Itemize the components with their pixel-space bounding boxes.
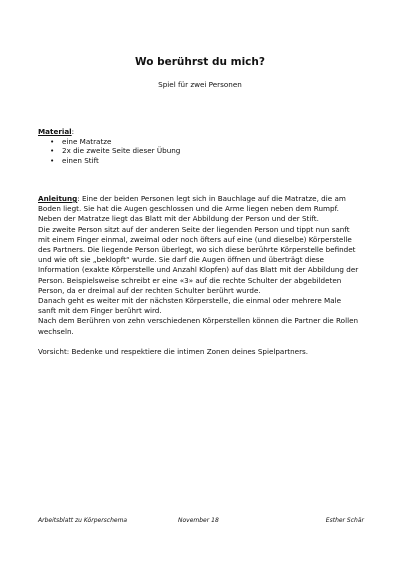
footer-author: Esther Schär: [325, 517, 364, 524]
material-item: • 2x die zweite Seite dieser Übung: [38, 146, 368, 156]
instructions-section: [38, 194, 360, 357]
material-heading: Material:: [38, 127, 75, 136]
instructions-intro: [38, 194, 360, 225]
material-item: • eine Matratze: [38, 137, 368, 147]
footer-date: November 18: [178, 517, 219, 524]
material-label: Material: [38, 127, 72, 136]
material-item: • einen Stift: [38, 156, 368, 166]
page-title: Wo berührst du mich?: [135, 56, 265, 68]
footer-worksheet-title: Arbeitsblatt zu Körperschema: [38, 517, 128, 524]
instructions-label: Anleitung: [38, 194, 78, 203]
material-list: [38, 137, 368, 166]
instructions-paragraph: Danach geht es weiter mit der nächsten Körperstelle, die einmal oder mehrere Male sanft mit dem Finger berührt wird.: [38, 296, 342, 316]
caution-note: Vorsicht: Bedenke und respektiere die intimen Zonen deines Spielpartners.: [38, 347, 309, 357]
page-subtitle: Spiel für zwei Personen: [158, 80, 242, 89]
material-section: [38, 127, 368, 165]
paragraph-spacer: [38, 337, 360, 347]
instructions-paragraph: Nach dem Berühren von zehn verschiedenen Körperstellen können die Partner die Rollen wechseln.: [38, 316, 359, 336]
instructions-paragraph: Die zweite Person sitzt auf der anderen Seite der liegenden Person und tippt nun sanft mit einem Finger einmal, zweimal oder noch öfters auf eine (und dieselbe) Körperstelle des Partners. Die liegende Person überlegt, wo sich diese berührte Körperstelle befindet und wie oft sie „beklopft“ wurde. Sie darf die Augen öffnen und überträgt diese Information (exakte Körperstelle und Anzahl Klopfen) auf das Blatt mit der Abbildung der Person. Beispielsweise schreibt er eine «3» auf die rechte Schulter der abgebildeten Person, da er dreimal auf der rechten Schulter berührt wurde.: [38, 224, 359, 295]
instructions-intro-text: : Eine der beiden Personen legt sich in Bauchlage auf die Matratze, die am Boden liegt. Sie hat die Augen geschlossen und die Arme liegen neben dem Rumpf. Neben der Matratze liegt das Blatt mit der Abbildung der Person und der Stift.: [38, 194, 346, 224]
